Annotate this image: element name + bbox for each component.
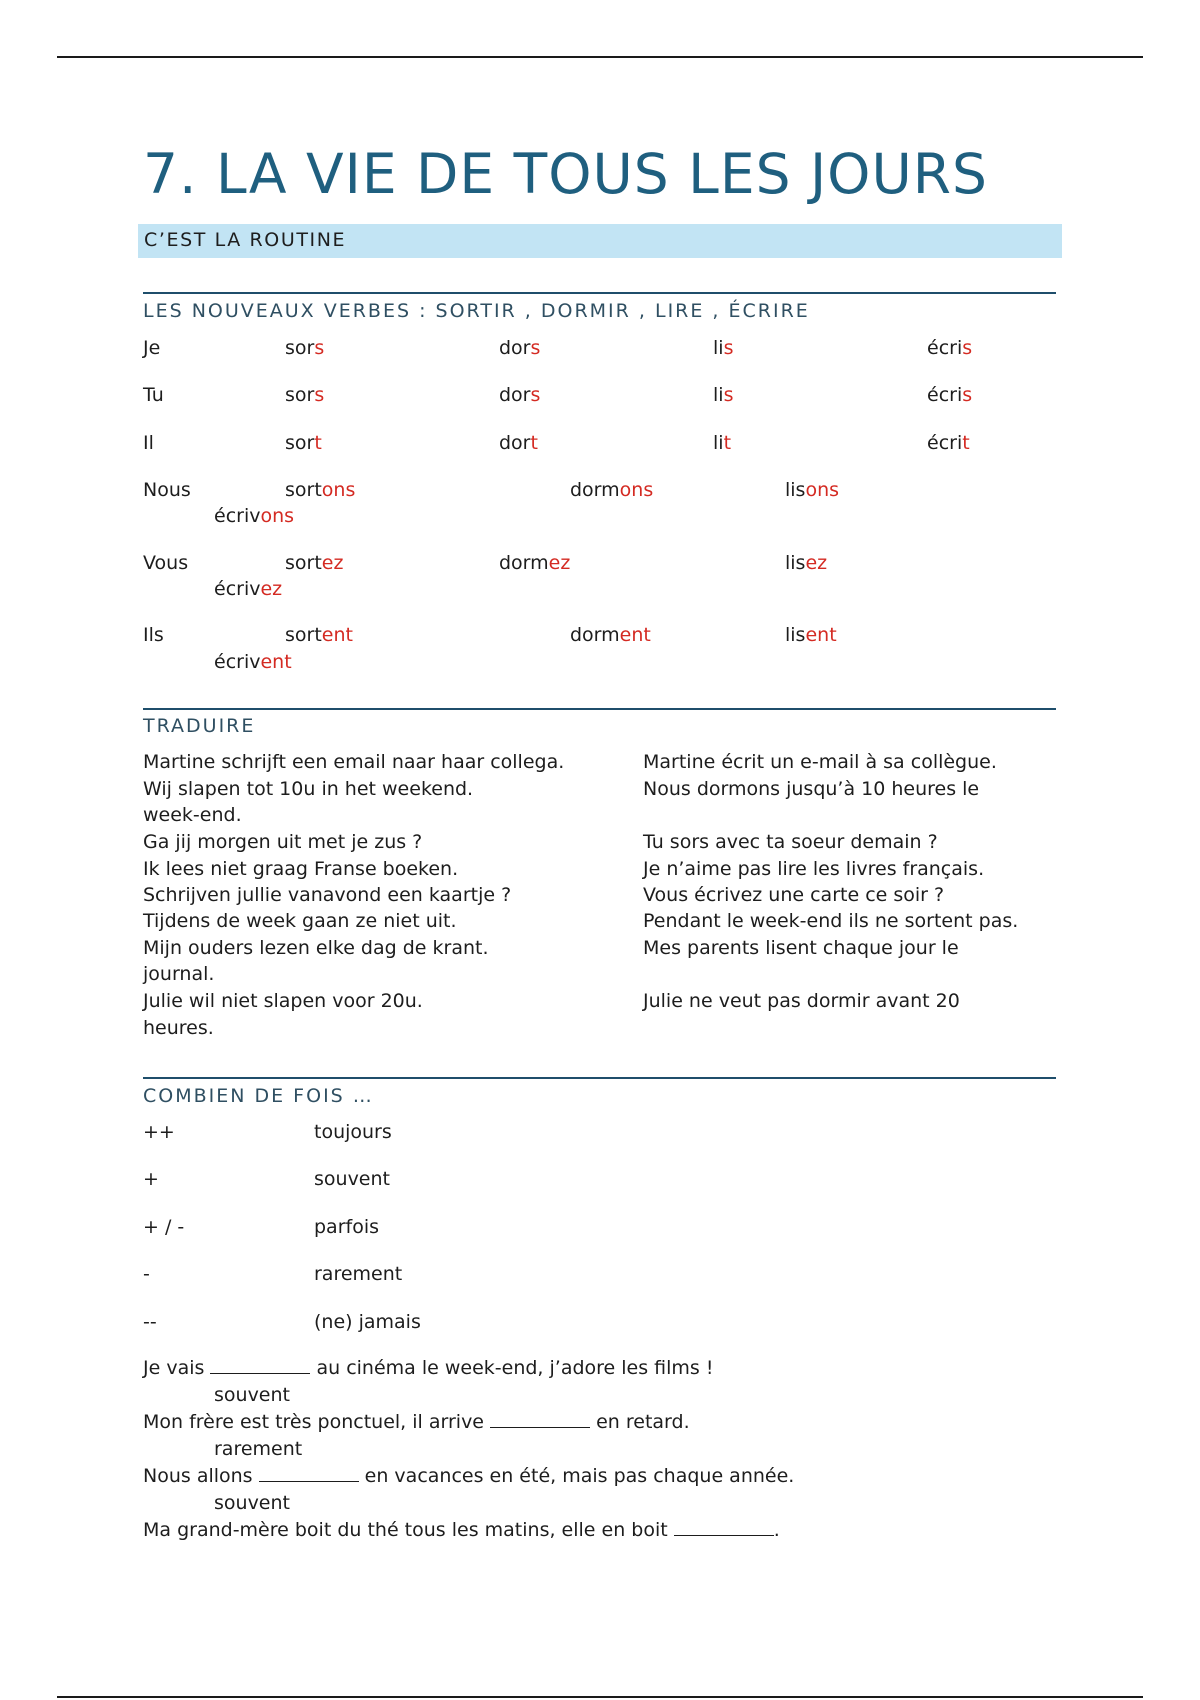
conj-dormir-je: dors [499, 337, 541, 359]
french-translation: Je n’aime pas lire les livres français. [643, 858, 985, 880]
french-translation: Nous dormons jusqu’à 10 heures le [643, 778, 980, 800]
conj-sortir-tu: sors [285, 384, 325, 406]
frequency-word: souvent [314, 1168, 390, 1190]
top-rule [57, 56, 1143, 58]
exercise-sentence: Ma grand-mère boit du thé tous les matins, elle en boit . [143, 1519, 780, 1541]
exercise-answer: souvent [214, 1384, 290, 1406]
dutch-sentence: Ga jij morgen uit met je zus ? [143, 831, 423, 853]
conj-lire-ils: lisent [785, 624, 837, 646]
dutch-sentence: Tijdens de week gaan ze niet uit. [143, 910, 457, 932]
section-divider [143, 292, 1056, 294]
answer-blank[interactable] [490, 1413, 590, 1428]
conj-sortir-vous: sortez [285, 552, 344, 574]
exercise-answer: rarement [214, 1438, 303, 1460]
conj-ecrire-tu: écris [927, 384, 973, 406]
conj-dormir-vous: dormez [499, 552, 571, 574]
french-translation: Julie ne veut pas dormir avant 20 [643, 990, 960, 1012]
dutch-sentence: Wij slapen tot 10u in het weekend. [143, 778, 474, 800]
french-translation: Mes parents lisent chaque jour le [643, 937, 959, 959]
conj-ecrire-ils: écrivent [214, 651, 292, 673]
frequency-word: rarement [314, 1263, 403, 1285]
conj-ecrire-je: écris [927, 337, 973, 359]
conj-lire-vous: lisez [785, 552, 828, 574]
dutch-sentence-wrap: week-end. [143, 804, 242, 826]
frequency-symbol: + [143, 1168, 159, 1190]
conj-sortir-je: sors [285, 337, 325, 359]
banner-label: C’EST LA ROUTINE [144, 229, 347, 251]
page-title: 7. LA VIE DE TOUS LES JOURS [143, 142, 988, 206]
pronoun-il: Il [143, 432, 154, 454]
french-translation: Pendant le week-end ils ne sortent pas. [643, 910, 1019, 932]
frequency-symbol: + / - [143, 1216, 185, 1238]
dutch-sentence: Mijn ouders lezen elke dag de krant. [143, 937, 489, 959]
verbs-heading: LES NOUVEAUX VERBES : SORTIR , DORMIR , LIRE , ÉCRIRE [143, 300, 810, 322]
pronoun-ils: Ils [143, 624, 164, 646]
section-banner [138, 224, 1062, 258]
combien-heading: COMBIEN DE FOIS … [143, 1085, 374, 1107]
dutch-sentence: Ik lees niet graag Franse boeken. [143, 858, 459, 880]
conj-dormir-ils: dorment [570, 624, 651, 646]
answer-blank[interactable] [259, 1467, 359, 1482]
frequency-word: toujours [314, 1121, 392, 1143]
dutch-sentence: Martine schrijft een email naar haar collega. [143, 751, 565, 773]
french-translation: Vous écrivez une carte ce soir ? [643, 884, 945, 906]
section-divider [143, 1077, 1056, 1079]
frequency-word: (ne) jamais [314, 1311, 421, 1333]
conj-sortir-il: sort [285, 432, 322, 454]
french-translation: Martine écrit un e-mail à sa collègue. [643, 751, 997, 773]
frequency-word: parfois [314, 1216, 380, 1238]
exercise-sentence: Je vais au cinéma le week-end, j’adore les films ! [143, 1357, 714, 1379]
conj-sortir-ils: sortent [285, 624, 353, 646]
french-translation: Tu sors avec ta soeur demain ? [643, 831, 938, 853]
dutch-sentence: Julie wil niet slapen voor 20u. [143, 990, 423, 1012]
frequency-symbol: -- [143, 1311, 157, 1333]
dutch-sentence-wrap: heures. [143, 1017, 214, 1039]
conj-lire-nous: lisons [785, 479, 840, 501]
exercise-sentence: Mon frère est très ponctuel, il arrive en retard. [143, 1411, 690, 1433]
bottom-rule [57, 1696, 1143, 1698]
pronoun-tu: Tu [143, 384, 164, 406]
conj-ecrire-il: écrit [927, 432, 970, 454]
answer-blank[interactable] [674, 1521, 774, 1536]
conj-lire-il: lit [713, 432, 732, 454]
conj-sortir-nous: sortons [285, 479, 356, 501]
dutch-sentence: Schrijven jullie vanavond een kaartje ? [143, 884, 512, 906]
pronoun-je: Je [143, 337, 161, 359]
conj-ecrire-vous: écrivez [214, 578, 283, 600]
conj-dormir-il: dort [499, 432, 538, 454]
section-divider [143, 708, 1056, 710]
pronoun-nous: Nous [143, 479, 191, 501]
exercise-answer: souvent [214, 1492, 290, 1514]
conj-dormir-tu: dors [499, 384, 541, 406]
exercise-sentence: Nous allons en vacances en été, mais pas chaque année. [143, 1465, 795, 1487]
conj-lire-je: lis [713, 337, 734, 359]
conj-lire-tu: lis [713, 384, 734, 406]
answer-blank[interactable] [210, 1359, 310, 1374]
conj-dormir-nous: dormons [570, 479, 654, 501]
pronoun-vous: Vous [143, 552, 189, 574]
conj-ecrire-nous: écrivons [214, 505, 295, 527]
frequency-symbol: ++ [143, 1121, 175, 1143]
frequency-symbol: - [143, 1263, 150, 1285]
traduire-heading: TRADUIRE [143, 715, 256, 737]
dutch-sentence-wrap: journal. [143, 963, 215, 985]
